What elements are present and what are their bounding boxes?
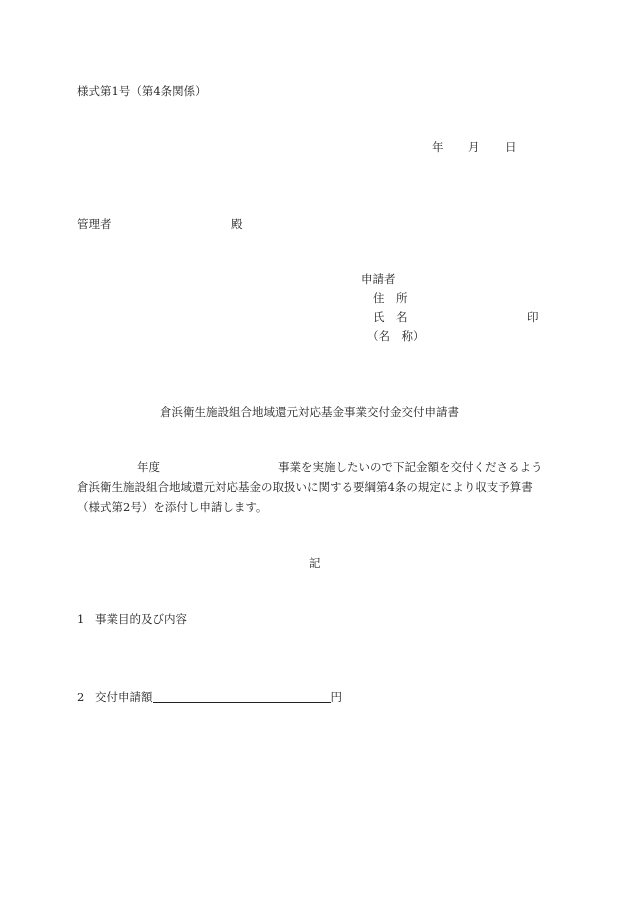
item-purpose-and-content xyxy=(77,614,187,626)
document-title: 倉浜衛生施設組合地域還元対応基金事業交付金交付申請書 xyxy=(160,405,459,419)
amount-unit: 円 xyxy=(330,690,342,704)
addressee-title: 管理者 xyxy=(77,217,112,231)
date-day-label: 日 xyxy=(505,140,517,154)
date-year-label: 年 xyxy=(432,140,444,154)
body-line-2: 倉浜衛生施設組合地域還元対応基金の取扱いに関する要綱第4条の規定により収支予算書 xyxy=(77,480,533,494)
item-number: 2 xyxy=(77,690,85,704)
body-line-1: 事業を実施したいので下記金額を交付くださるよう xyxy=(278,460,543,474)
applicant-label: 申請者 xyxy=(361,272,396,286)
applicant-entity-name-label: （名 称） xyxy=(367,329,425,343)
form-number: 様式第1号（第4条関係） xyxy=(77,84,207,98)
item-label: 交付申請額 xyxy=(95,690,153,704)
item-label: 事業目的及び内容 xyxy=(95,612,187,626)
amount-blank-line xyxy=(153,690,331,703)
item-number: 1 xyxy=(77,612,85,626)
date-month-label: 月 xyxy=(468,140,480,154)
applicant-name-label: 氏 名 xyxy=(373,310,408,324)
addressee-honorific: 殿 xyxy=(231,217,243,231)
item-requested-amount xyxy=(77,690,342,704)
ki-heading: 記 xyxy=(309,556,321,570)
applicant-address-label: 住 所 xyxy=(373,291,408,305)
seal-mark: 印 xyxy=(527,310,539,324)
body-line-3: （様式第2号）を添付し申請します。 xyxy=(77,500,268,514)
body-fiscal-year-label: 年度 xyxy=(137,460,160,474)
